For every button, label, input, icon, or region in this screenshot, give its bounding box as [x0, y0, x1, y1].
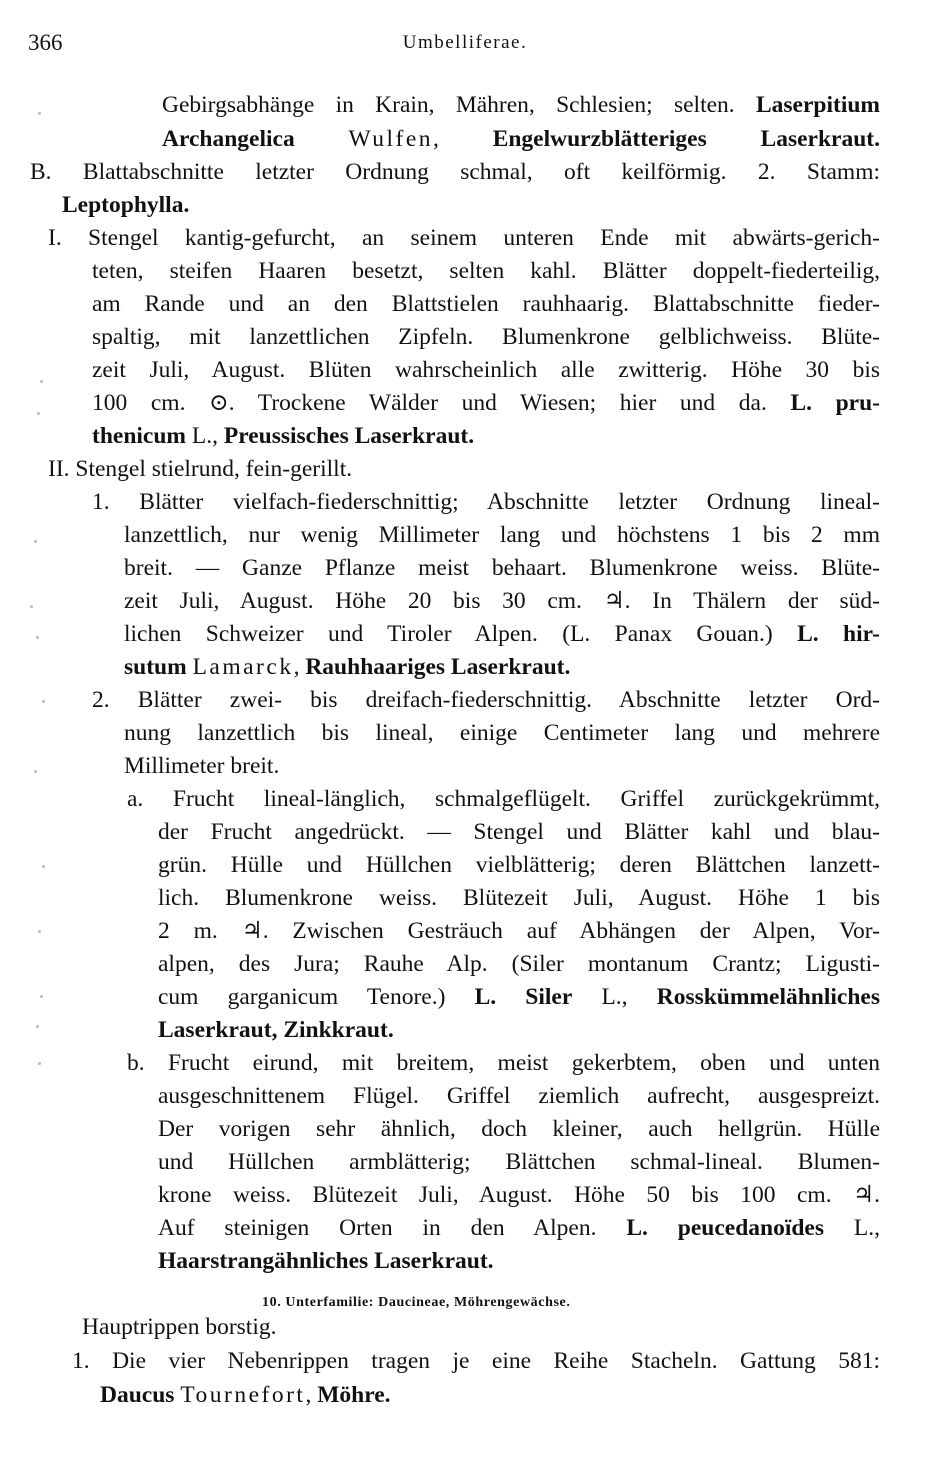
bold-text: L. pru- [790, 390, 880, 416]
text-run: Hauptrippen borstig. [82, 1314, 277, 1340]
text-line [92, 322, 880, 352]
text-run: krone weiss. Blütezeit Juli, August. Höhe 50 bis 100 cm. ♃. [158, 1182, 880, 1208]
text-run: zeit Juli, August. Höhe 20 bis 30 cm. ♃. In Thälern der süd- [124, 588, 880, 614]
text-line [92, 289, 880, 319]
text-line [158, 817, 880, 847]
bold-text: Leptophylla. [62, 192, 190, 218]
bold-text: Preussisches Laserkraut. [223, 423, 475, 449]
text-run: L., [572, 984, 657, 1010]
text-line [158, 916, 880, 946]
bold-text: sutum [124, 654, 187, 680]
text-line [124, 718, 880, 748]
text-line [127, 784, 880, 814]
bold-text: L. peucedanoïdes [626, 1215, 825, 1241]
text-run: 2. Blätter zwei- bis dreifach-fiederschnittig. Abschnitte letzter Ord- [92, 687, 880, 713]
bold-text: Daucus [100, 1382, 175, 1408]
text-run: 1. Die vier Nebenrippen tragen je eine Reihe Stacheln. Gattung 581: [72, 1348, 880, 1374]
text-line [92, 421, 474, 451]
text-run: lich. Blumenkrone weiss. Blütezeit Juli, August. Höhe 1 bis [158, 885, 880, 911]
text-run: breit. — Ganze Pflanze meist behaart. Blumenkrone weiss. Blüte- [124, 555, 880, 581]
text-run: lichen Schweizer und Tiroler Alpen. (L. Panax Gouan.) [124, 621, 798, 647]
text-run: II. Stengel stielrund, fein-gerillt. [48, 456, 353, 482]
text-line [162, 124, 880, 154]
text-line [92, 487, 880, 517]
text-line [158, 1246, 494, 1276]
text-run: Millimeter breit. [124, 753, 280, 779]
text-line [158, 850, 880, 880]
bold-text: L. Siler [474, 984, 573, 1010]
text-line [124, 619, 880, 649]
text-run: L., [824, 1215, 880, 1241]
text-line [124, 652, 570, 682]
text-line [92, 355, 880, 385]
text-line [92, 256, 880, 286]
text-line [48, 454, 352, 484]
text-run: L., [186, 423, 224, 449]
text-line [124, 520, 880, 550]
text-run: 1. Blätter vielfach-fiederschnittig; Abschnitte letzter Ordnung lineal- [92, 489, 880, 515]
bold-text: Laserkraut, Zinkkraut. [158, 1017, 394, 1043]
page-number: 366 [28, 30, 63, 55]
text-run: zeit Juli, August. Blüten wahrscheinlich alle zwitterig. Höhe 30 bis [92, 357, 880, 383]
text-line [124, 751, 279, 781]
bold-text: L. hir- [797, 621, 880, 647]
page-header [28, 30, 902, 64]
text-line [127, 1048, 880, 1078]
text-run: , [305, 1382, 318, 1408]
text-line [82, 1312, 277, 1342]
text-run: 100 cm. ⊙. Trockene Wälder und Wiesen; hier und da. [92, 390, 791, 416]
text-run: , [433, 126, 493, 152]
text-line [158, 883, 880, 913]
text-run: cum garganicum Tenore.) [158, 984, 475, 1010]
bold-text: Möhre. [317, 1382, 391, 1408]
text-line [158, 1114, 880, 1144]
text-run: a. Frucht lineal-länglich, schmalgeflügelt. Griffel zurückgekrümmt, [127, 786, 880, 812]
spaced-author-name: Lamarck [192, 654, 294, 680]
text-run: , [293, 654, 306, 680]
text-run: Gebirgsabhänge in Krain, Mähren, Schlesien; selten. [162, 92, 756, 118]
text-line [158, 1147, 880, 1177]
text-line [124, 553, 880, 583]
text-run: ausgeschnittenem Flügel. Griffel ziemlich aufrecht, ausgespreizt. [158, 1083, 880, 1109]
bold-text: Rosskümmelähnliches [656, 984, 881, 1010]
text-line [30, 157, 880, 187]
text-line [158, 1180, 880, 1210]
bold-text: Engelwurzblätteriges Laserkraut. [492, 126, 880, 152]
text-line [72, 1346, 880, 1376]
text-run: I. Stengel kantig-gefurcht, an seinem unteren Ende mit abwärts-gerich- [48, 225, 880, 251]
text-run: der Frucht angedrückt. — Stengel und Blätter kahl und blau- [158, 819, 880, 845]
bold-text: Laserpitium [755, 92, 880, 118]
text-run: und Hüllchen armblätterig; Blättchen schmal-lineal. Blumen- [158, 1149, 880, 1175]
text-run: alpen, des Jura; Rauhe Alp. (Siler montanum Crantz; Ligusti- [158, 951, 880, 977]
text-run: 2 m. ♃. Zwischen Gesträuch auf Abhängen der Alpen, Vor- [158, 918, 880, 944]
text-line [162, 90, 880, 120]
text-run: B. Blattabschnitte letzter Ordnung schmal, oft keilförmig. 2. Stamm: [30, 159, 880, 185]
running-head: Umbelliferae. [402, 32, 528, 53]
bold-text: thenicum [92, 423, 186, 449]
bold-text: Haarstrangähnliches Laserkraut. [158, 1248, 494, 1274]
bold-text: Archangelica [162, 126, 295, 152]
text-line [48, 223, 880, 253]
spaced-author-name: Wulfen [348, 126, 434, 152]
text-run: 10. Unterfamilie: Daucineae, Möhrengewächse. [262, 1295, 571, 1310]
text-line [158, 982, 880, 1012]
text-run [295, 126, 349, 152]
text-line [158, 1213, 880, 1243]
text-run: spaltig, mit lanzettlichen Zipfeln. Blumenkrone gelblichweiss. Blüte- [92, 324, 880, 350]
text-line [158, 1015, 394, 1045]
text-run: teten, steifen Haaren besetzt, selten kahl. Blätter doppelt-fiederteilig, [92, 258, 880, 284]
text-run: am Rande und an den Blattstielen rauhhaarig. Blattabschnitte fieder- [92, 291, 880, 317]
text-line [124, 586, 880, 616]
text-line [158, 949, 880, 979]
text-run: lanzettlich, nur wenig Millimeter lang und höchstens 1 bis 2 mm [124, 522, 880, 548]
text-line [158, 1081, 880, 1111]
text-line [62, 190, 189, 220]
text-run: Der vorigen sehr ähnlich, doch kleiner, auch hellgrün. Hülle [158, 1116, 880, 1142]
text-run: grün. Hülle und Hüllchen vielblätterig; deren Blättchen lanzett- [158, 852, 880, 878]
text-line [92, 685, 880, 715]
spaced-author-name: Tournefort [180, 1382, 306, 1408]
text-line [100, 1380, 391, 1410]
text-run: b. Frucht eirund, mit breitem, meist gekerbtem, oben und unten [127, 1050, 880, 1076]
text-run: Auf steinigen Orten in den Alpen. [158, 1215, 627, 1241]
text-line [92, 388, 880, 418]
text-line [262, 1284, 570, 1318]
text-run: nung lanzettlich bis lineal, einige Centimeter lang und mehrere [124, 720, 880, 746]
bold-text: Rauhhaariges Laserkraut. [305, 654, 571, 680]
